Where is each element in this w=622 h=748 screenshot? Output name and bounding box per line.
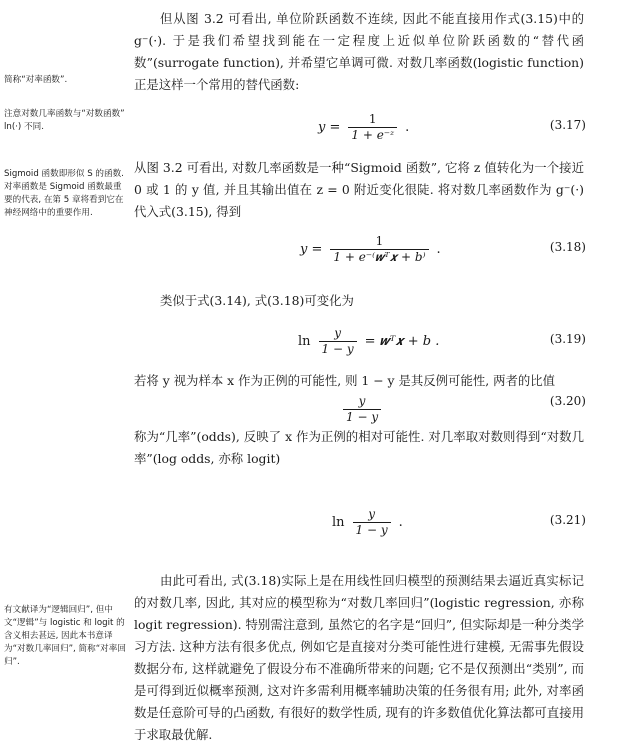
eq-318-tail: . bbox=[436, 241, 441, 257]
equation-3-18 bbox=[134, 232, 586, 266]
eq-321-label: (3.21) bbox=[549, 513, 586, 527]
eq-320-fraction bbox=[343, 394, 381, 425]
paragraph-logit: 称为“几率”(odds), 反映了 x 作为正例的相对可能性. 对几率取对数则得到“对数几率”(log odds, 亦称 logit) bbox=[134, 429, 584, 466]
side-note-ln-difference: 注意对数几率函数与“对数函数” ln(·) 不同. bbox=[4, 109, 125, 132]
eq-317-lhs: y = bbox=[318, 119, 341, 135]
eq-321-denominator: 1 − y bbox=[353, 522, 391, 538]
paragraph-intro-surrogate: 但从图 3.2 可看出, 单位阶跃函数不连续, 因此不能直接用作式(3.15)中的 g⁻(·). 于是我们希望找到能在一定程度上近似单位阶跃函数的“替代函数”(surrogate function), 并希望它单调可微. 对数几率函数(logistic function)正是这样一个常用的替代函数: bbox=[134, 11, 584, 92]
eq-321-tail: . bbox=[398, 514, 403, 530]
eq-318-numerator: 1 bbox=[375, 233, 384, 248]
equation-3-19 bbox=[134, 324, 586, 358]
paragraph-logistic-regression: 由此可看出, 式(3.18)实际上是在用线性回归模型的预测结果去逼近真实标记的对数几率, 因此, 其对应的模型称为“对数几率回归”(logistic regression, 亦称 logit regression). 特别需注意到, 虽然它的名字是“回归”, 但实际却是一种分类学习方法. 这种方法有很多优点, 例如它是直接对分类可能性进行建模, 无需事先假设数据分布, 这样就避免了假设分布不准确所带来的问题; 它不是仅预测出“类别”, 而是可得到近似概率预测, 这对许多需利用概率辅助决策的任务很有用; 此外, 对率函数是任意阶可导的凸函数, 有很好的数学性质, 现有的许多数值优化算法都可直接用于求取最优解. bbox=[134, 573, 584, 742]
equation-3-21 bbox=[134, 505, 586, 539]
eq-317-label: (3.17) bbox=[549, 118, 586, 132]
paragraph-sigmoid: 从图 3.2 可看出, 对数几率函数是一种“Sigmoid 函数”, 它将 z 值转化为一个接近 0 或 1 的 y 值, 并且其输出值在 z = 0 附近变化很陡. 将对数几率函数作为 g⁻(·) 代入式(3.15), 得到 bbox=[134, 160, 584, 219]
paragraph-transform: 类似于式(3.14), 式(3.18)可变化为 bbox=[160, 293, 354, 308]
eq-321-numerator: y bbox=[368, 506, 375, 521]
eq-317-fraction bbox=[348, 112, 397, 143]
eq-320-denominator: 1 − y bbox=[343, 409, 381, 425]
eq-317-numerator: 1 bbox=[368, 111, 377, 126]
side-note-logistic-abbr: 简称“对率函数”. bbox=[4, 75, 68, 85]
eq-320-label: (3.20) bbox=[549, 394, 586, 408]
eq-318-denominator: 1 + e⁻⁽𝒘ᵀ𝒙 + b⁾ bbox=[330, 249, 428, 265]
eq-319-denominator: 1 − y bbox=[319, 341, 357, 357]
eq-319-ln: ln bbox=[298, 333, 311, 349]
equation-3-17 bbox=[134, 110, 586, 144]
eq-317-tail: . bbox=[405, 119, 410, 135]
eq-317-denominator: 1 + e⁻ᶻ bbox=[348, 127, 397, 143]
eq-318-lhs: y = bbox=[300, 241, 323, 257]
eq-319-label: (3.19) bbox=[549, 332, 586, 346]
paragraph-odds-ratio: 若将 y 视为样本 x 作为正例的可能性, 则 1 − y 是其反例可能性, 两者的比值 bbox=[134, 373, 556, 388]
eq-318-fraction bbox=[330, 234, 428, 265]
eq-320-numerator: y bbox=[358, 393, 366, 408]
eq-321-fraction bbox=[353, 507, 391, 538]
side-note-translation: 有文献译为“逻辑回归”, 但中文“逻辑”与 logistic 和 logit 的含义相去甚远, 因此本书意译为“对数几率回归”, 简称“对率回归”. bbox=[4, 605, 126, 667]
side-note-sigmoid: Sigmoid 函数即形似 S 的函数. 对率函数是 Sigmoid 函数最重要的代表, 在第 5 章将看到它在神经网络中的重要作用. bbox=[4, 169, 124, 218]
eq-321-ln: ln bbox=[332, 514, 345, 530]
eq-319-fraction bbox=[319, 326, 357, 357]
eq-319-rhs: = 𝒘ᵀ𝒙 + b . bbox=[364, 333, 440, 349]
eq-319-numerator: y bbox=[334, 325, 341, 340]
eq-318-label: (3.18) bbox=[549, 240, 586, 254]
